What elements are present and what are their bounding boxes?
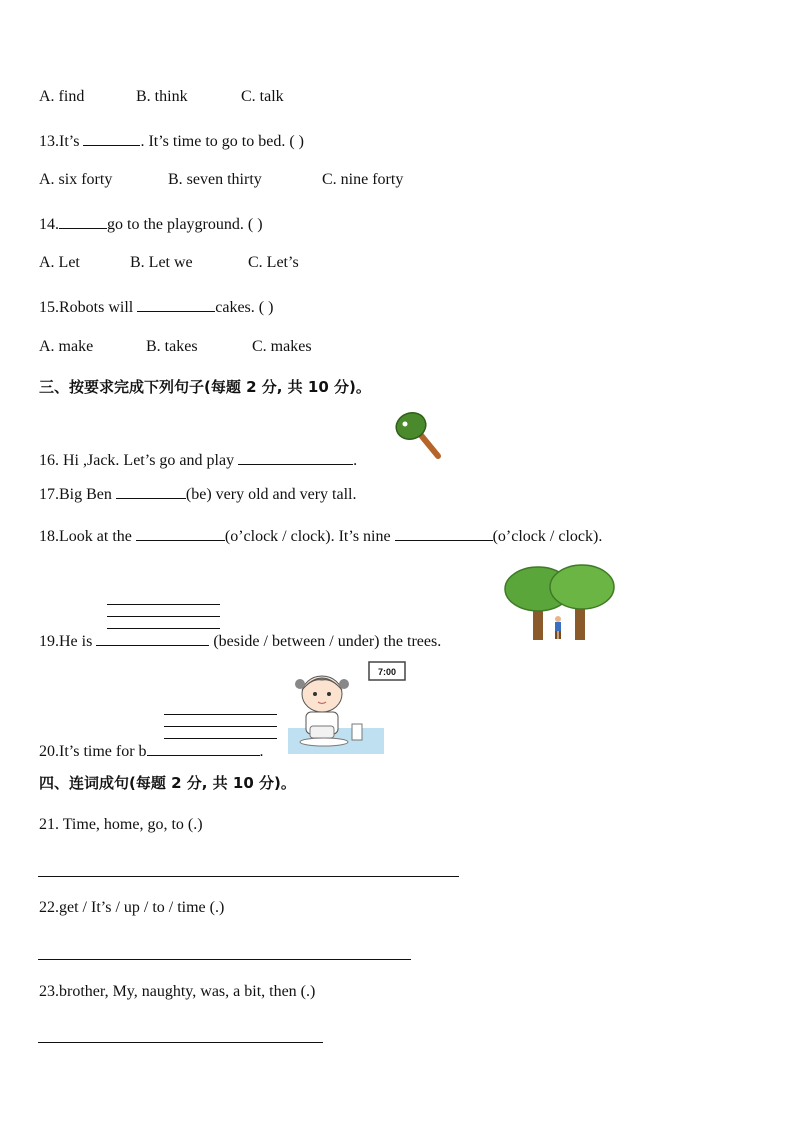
q12-options: [39, 87, 284, 107]
q14-option-a: A. Let: [39, 254, 80, 271]
q12-option-b: B. think: [136, 88, 188, 105]
q15-stem: 15.Robots will cakes. ( ): [39, 295, 273, 318]
two-trees-with-boy-icon: [500, 563, 618, 643]
q20-stem: 20.It’s time for b .: [39, 739, 264, 762]
q19-option-line-1: [107, 604, 220, 605]
q22-answer-line[interactable]: [38, 959, 411, 960]
q14-options: [39, 253, 299, 273]
q13-blank[interactable]: [83, 129, 140, 146]
q12-option-c: C. talk: [241, 88, 284, 105]
q23-answer-line[interactable]: [38, 1042, 323, 1043]
q19-stem: 19.He is (beside / between / under) the trees.: [39, 629, 441, 652]
q18-blank-2[interactable]: [395, 524, 493, 541]
girl-eating-breakfast-icon: [288, 660, 408, 754]
q13-stem: 13.It’s . It’s time to go to bed. ( ): [39, 129, 304, 152]
q17-blank[interactable]: [116, 482, 186, 499]
q13-option-b: B. seven thirty: [168, 171, 262, 188]
q16-blank[interactable]: [238, 448, 353, 465]
q13-option-a: A. six forty: [39, 171, 113, 188]
q14-option-c: C. Let’s: [248, 254, 299, 271]
ping-pong-paddle-icon: [392, 408, 446, 462]
q20-option-line-1: [164, 714, 277, 715]
q14-stem: 14. go to the playground. ( ): [39, 212, 263, 235]
q23-stem: 23.brother, My, naughty, was, a bit, then (.): [39, 983, 316, 1000]
q17-stem: 17.Big Ben (be) very old and very tall.: [39, 482, 357, 505]
q14-option-b: B. Let we: [130, 254, 193, 271]
q21-answer-line[interactable]: [38, 876, 459, 877]
q15-option-a: A. make: [39, 338, 94, 355]
q15-option-c: C. makes: [252, 338, 312, 355]
q15-blank[interactable]: [137, 295, 215, 312]
q18-blank-1[interactable]: [136, 524, 225, 541]
q14-blank[interactable]: [59, 212, 107, 229]
section4-heading: 四、连词成句(每题 2 分, 共 10 分)。: [39, 774, 296, 792]
q13-option-c: C. nine forty: [322, 171, 404, 188]
section3-heading: 三、按要求完成下列句子(每题 2 分, 共 10 分)。: [39, 378, 371, 396]
q22-stem: 22.get / It’s / up / to / time (.): [39, 899, 225, 916]
q16-stem: 16. Hi ,Jack. Let’s go and play .: [39, 448, 357, 471]
q21-stem: 21. Time, home, go, to (.): [39, 816, 203, 833]
q15-options: [39, 337, 312, 357]
q13-options: [39, 170, 403, 190]
q20-blank[interactable]: [147, 739, 260, 756]
q12-option-a: A. find: [39, 88, 85, 105]
q19-blank[interactable]: [96, 629, 209, 646]
q20-option-line-2: [164, 726, 277, 727]
q15-option-b: B. takes: [146, 338, 198, 355]
clock-time-label: 7:00: [377, 667, 397, 677]
q19-option-line-2: [107, 616, 220, 617]
q18-stem: 18.Look at the (o’clock / clock). It’s nine (o’clock / clock).: [39, 524, 602, 547]
